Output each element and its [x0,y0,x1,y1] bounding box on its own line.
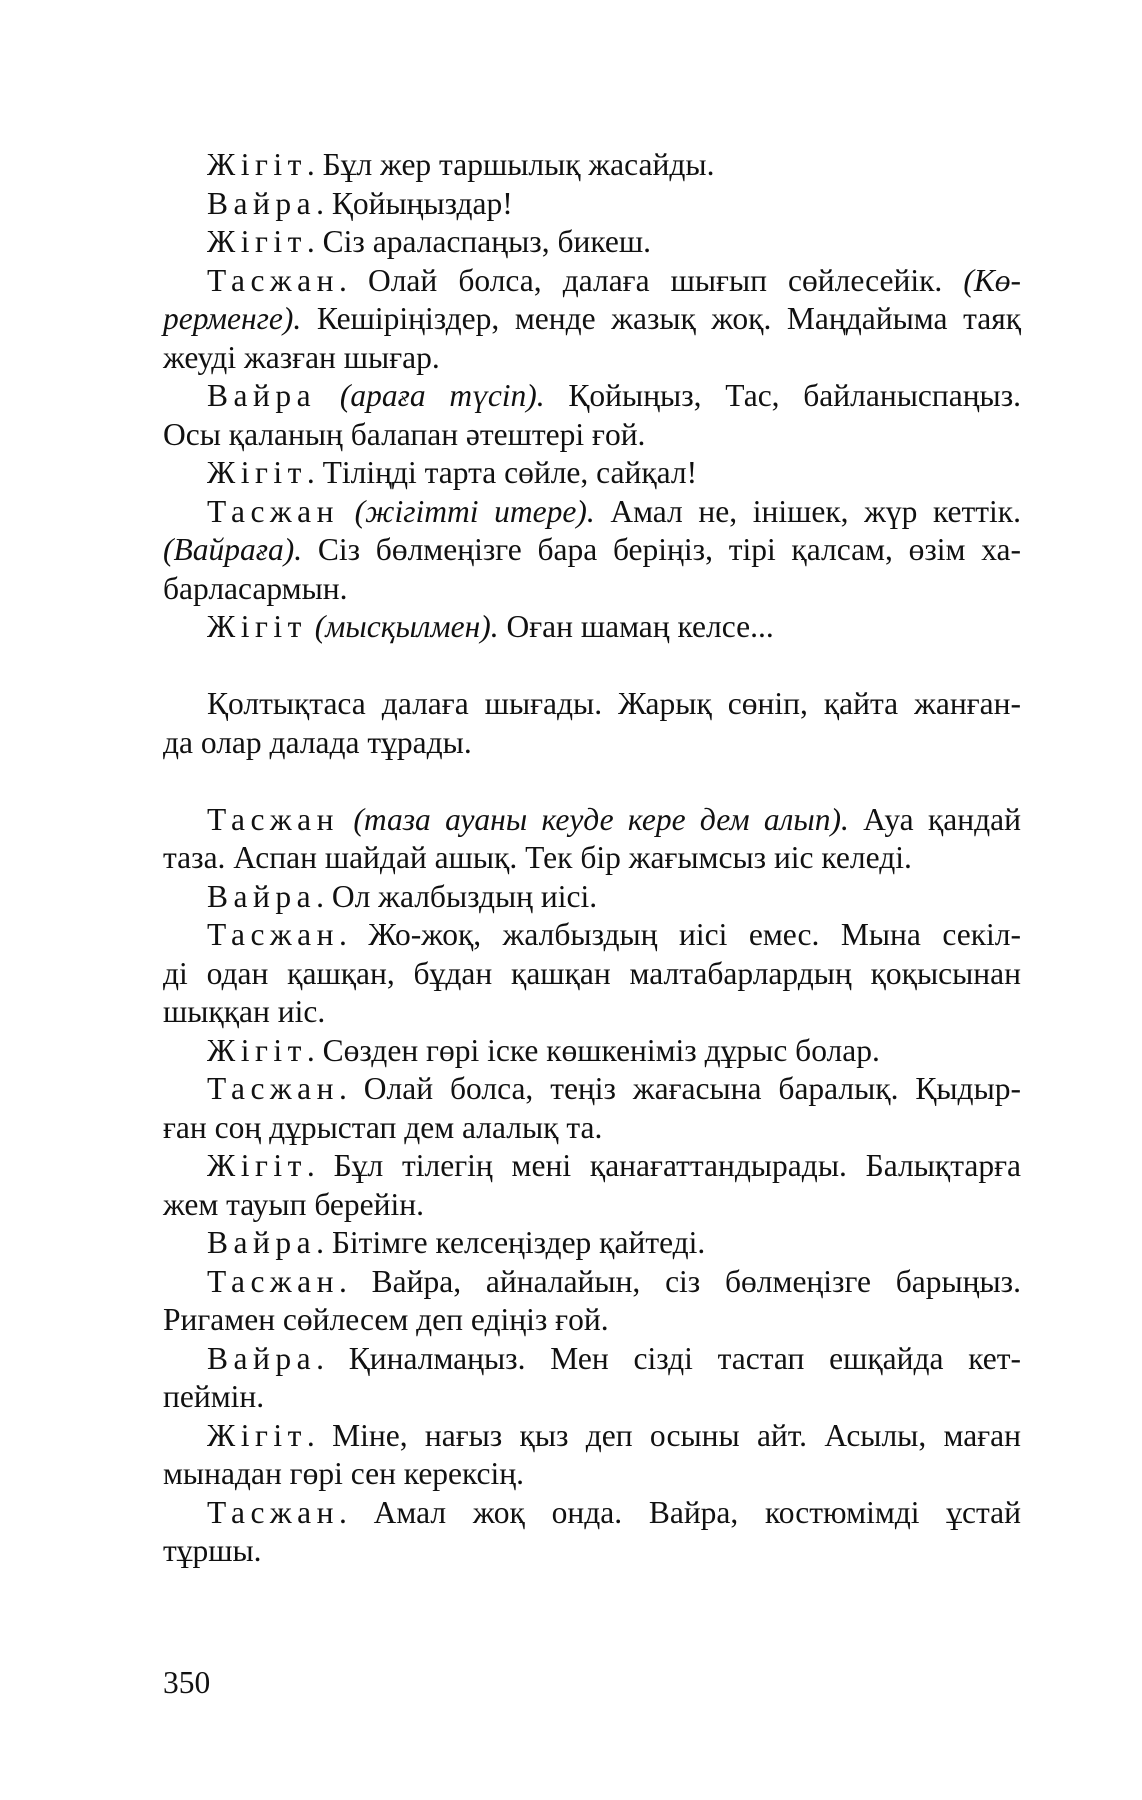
blank-line [163,647,1021,686]
dialogue-line-cont: рерменге). Кешіріңіздер, менде жазық жоқ. Маңдайыма таяқ [163,301,1021,336]
speaker-name: Тасжан [207,801,340,837]
dialogue-line: Жігіт. Сіз араласпаңыз, бикеш. [207,224,651,259]
dialogue-line: Жігіт. Сөзден гөрі іске көшкеніміз дұрыс болар. [207,1032,880,1068]
dialogue-line-cont: таза. Аспан шайдай ашық. Тек бір жағымсыз иіс келеді. [163,840,912,875]
dialogue-line: Тасжан. Олай болса, далаға шығып сөйлесейік. (Кө- [207,262,1021,298]
speaker-name: Жігіт [207,455,307,490]
speaker-name: Тасжан [207,1263,340,1299]
dialogue-line-cont: ді одан қашқан, бұдан қашқан малтабарлардың қоқысынан [163,955,1021,991]
speaker-name: Вайра [207,1225,317,1260]
speaker-name: Тасжан [207,917,340,952]
dialogue-line: Тасжан (жігітті итере). Амал не, інішек, жүр кеттік. [207,493,1021,529]
dialogue-line: Жігіт. Тіліңді тарта сөйле, сайқал! [207,455,698,490]
dialogue-line: Жігіт (мысқылмен). Оған шамаң келсе... [207,609,774,644]
dialogue-line-cont: (Вайраға). Сіз бөлмеңізге бара беріңіз, тірі қалсам, өзім ха- [163,532,1022,567]
speaker-name: Вайра [207,185,317,221]
speaker-name: Вайра [207,378,317,413]
dialogue-line: Вайра. Қиналмаңыз. Мен сізді тастап ешқайда кет- [207,1340,1021,1376]
stage-direction: (жігітті итере). [354,493,595,529]
speaker-name: Жігіт [207,224,307,259]
stage-direction: (таза ауаны кеуде кере дем алып). [353,801,849,837]
stage-direction-paragraph: Қолтықтаса далаға шығады. Жарық сөніп, қайта жанған- [207,686,1021,721]
speaker-name: Жігіт [207,1032,307,1068]
dialogue-line: Вайра. Қойыңыздар! [207,185,513,221]
speaker-name: Жігіт [207,1417,307,1453]
dialogue-line: Тасжан. Амал жоқ онда. Вайра, костюмімді ұстай [207,1494,1021,1530]
speaker-name: Жігіт [207,147,307,182]
speaker-name: Тасжан [207,1071,340,1106]
dialogue-line: Вайра. Бітімге келсеңіздер қайтеді. [207,1225,706,1260]
speaker-name: Жігіт [207,1148,307,1183]
stage-direction-paragraph-cont: да олар далада тұрады. [163,724,472,760]
dialogue-line-cont: пеймін. [163,1379,265,1414]
dialogue-line: Тасжан (таза ауаны кеуде кере дем алып). Ауа қандай [207,801,1022,837]
dialogue-line-cont: жем тауып берейін. [163,1186,424,1222]
dialogue-line-cont: жеуді жазған шығар. [163,339,440,375]
stage-direction: (мысқылмен). [314,609,499,644]
stage-direction: (Вайраға). [163,532,303,567]
dialogue-line: Тасжан. Жо-жоқ, жалбыздың иісі емес. Мына секіл- [207,917,1021,952]
stage-direction: рерменге). [163,301,302,336]
dialogue-line-cont: Осы қаланың балапан әтештері ғой. [163,416,646,452]
dialogue-line-cont: тұршы. [163,1533,262,1568]
speaker-name: Вайра [207,1340,317,1376]
dialogue-line-cont: мынадан гөрі сен керексің. [163,1456,525,1491]
blank-line [163,762,1021,801]
dialogue-line: Тасжан. Олай болса, теңіз жағасына баралық. Қыдыр- [207,1071,1021,1106]
speaker-name: Тасжан [207,493,340,529]
stage-direction: (Кө- [963,262,1021,298]
dialogue-line: Тасжан. Вайра, айналайын, сіз бөлмеңізге барыңыз. [207,1263,1021,1299]
speaker-name: Жігіт [207,609,307,644]
dialogue-line: Жігіт. Бұл жер таршылық жасайды. [207,147,715,182]
stage-direction: (араға түсіп). [339,378,545,413]
dialogue-line: Жігіт. Міне, нағыз қыз деп осыны айт. Асылы, маған [207,1417,1021,1453]
dialogue-line: Вайра (араға түсіп). Қойыңыз, Тас, байланыспаңыз. [207,378,1022,413]
page-number: 350 [163,1665,211,1700]
speaker-name: Тасжан [207,262,340,298]
dialogue-line-cont: Ригамен сөйлесем деп едіңіз ғой. [163,1302,609,1337]
speaker-name: Тасжан [207,1494,340,1530]
dialogue-line: Жігіт. Бұл тілегің мені қанағаттандырады. Балықтарға [207,1148,1021,1183]
dialogue-line-cont: барласармын. [163,570,348,606]
book-page-text [163,146,1021,1571]
speaker-name: Вайра [207,878,317,914]
dialogue-line-cont: ған соң дұрыстап дем алалық та. [163,1109,603,1145]
dialogue-line: Вайра. Ол жалбыздың иісі. [207,878,598,914]
dialogue-line-cont: шыққан иіс. [163,994,326,1029]
